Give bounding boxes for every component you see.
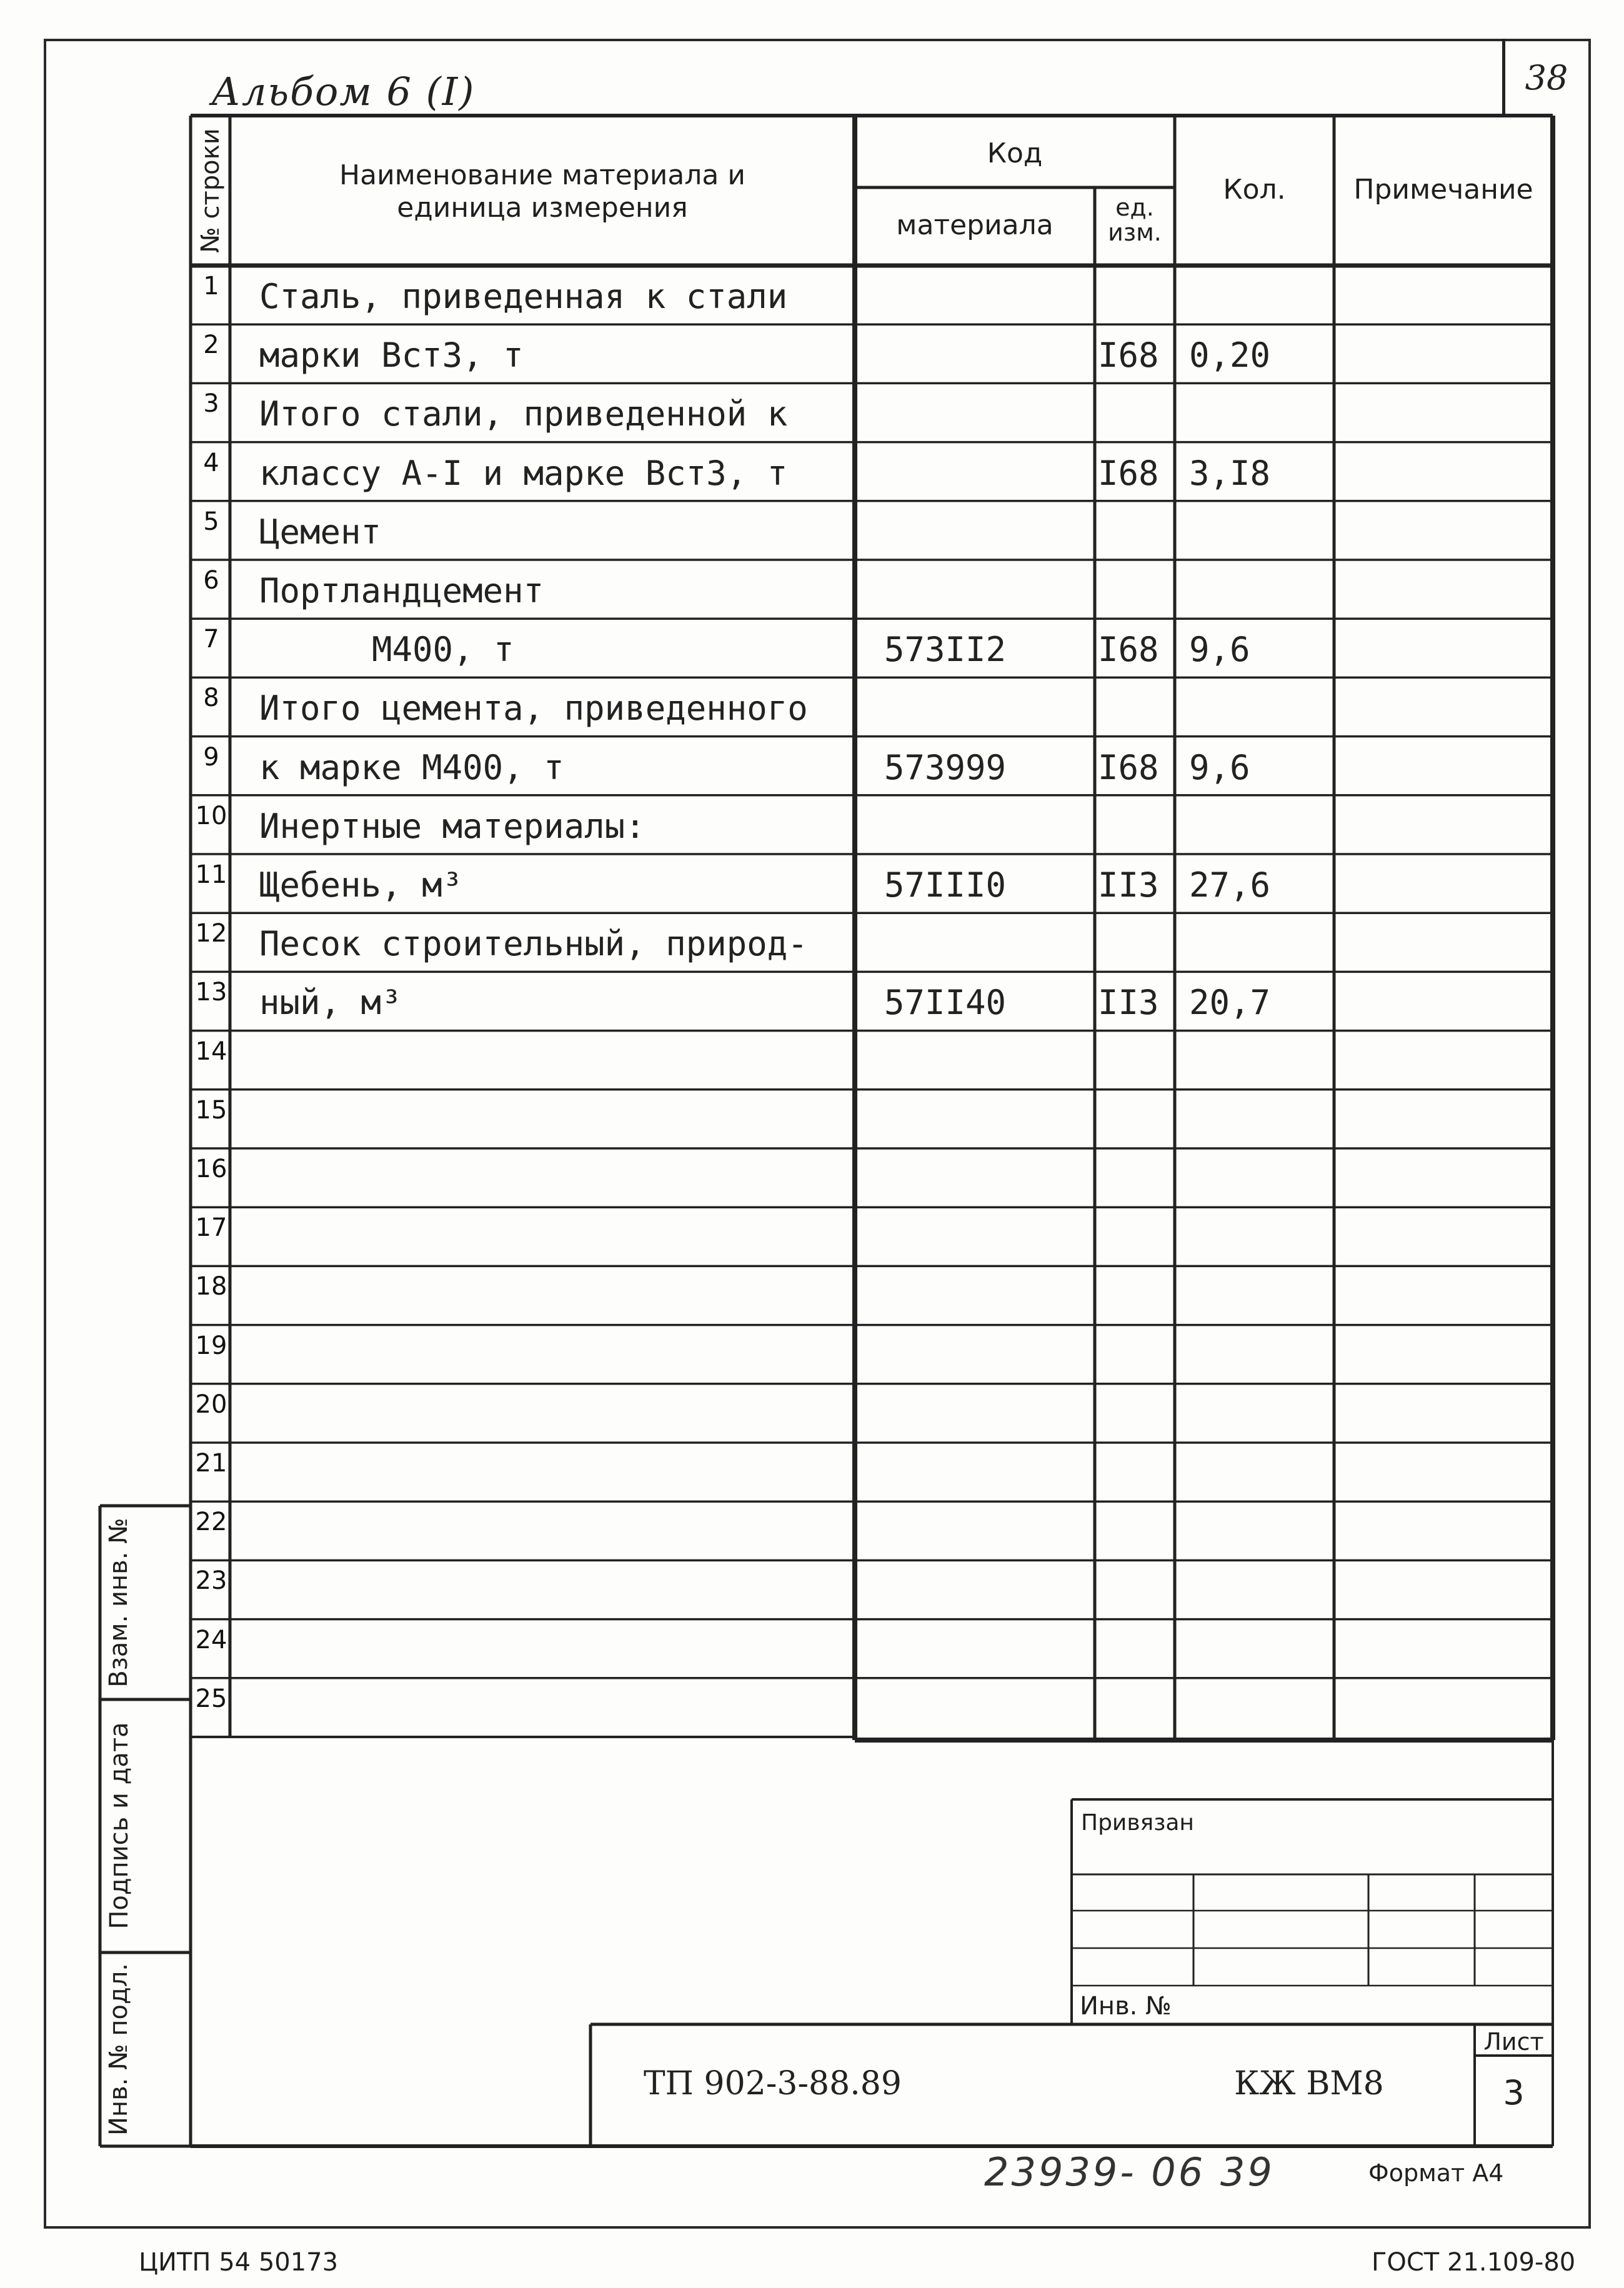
table-row	[191, 501, 1553, 560]
row-note	[1334, 737, 1553, 795]
row-number: 6	[203, 566, 219, 595]
row-quantity: 9,6	[1189, 747, 1250, 787]
row-note	[1334, 677, 1553, 736]
sheet-label: Лист	[1483, 2028, 1544, 2056]
row-note	[1334, 854, 1553, 913]
row-number: 17	[195, 1213, 227, 1243]
row-number: 9	[203, 742, 219, 772]
row-number: 16	[195, 1155, 227, 1183]
row-name: М400, т	[372, 630, 514, 670]
header-code: Код	[987, 137, 1043, 169]
row-unit: II3	[1098, 983, 1159, 1023]
row-unit: I68	[1098, 336, 1159, 376]
row-unit: I68	[1098, 630, 1159, 670]
row-note	[1334, 442, 1553, 501]
row-number: 15	[195, 1095, 227, 1125]
row-number: 4	[203, 448, 219, 477]
row-note	[1334, 1207, 1553, 1266]
header-code-unit-line1: ед.	[1115, 194, 1154, 221]
row-code: 57II40	[884, 983, 1007, 1023]
row-name: к марке М400, т	[259, 747, 564, 787]
header-code-unit	[1095, 195, 1175, 245]
sheet-number: 3	[1503, 2073, 1525, 2112]
row-name: Итого цемента, приведенного	[259, 689, 808, 729]
table-row	[191, 560, 1553, 619]
row-name: Портландцемент	[259, 571, 544, 610]
linked-label: Привязан	[1081, 1810, 1194, 1836]
header-name	[230, 159, 855, 224]
table-row	[191, 1148, 1553, 1207]
row-quantity: 20,7	[1189, 983, 1271, 1023]
table-row	[191, 1501, 1553, 1560]
table-row	[191, 442, 1553, 501]
row-number: 22	[195, 1508, 227, 1537]
header-quantity: Кол.	[1223, 174, 1286, 206]
row-number: 13	[195, 978, 227, 1007]
row-note	[1334, 324, 1553, 383]
row-number: 14	[195, 1037, 227, 1066]
inv-number-label: Инв. №	[1080, 1992, 1172, 2021]
table-row	[191, 1266, 1553, 1325]
row-note	[1334, 1266, 1553, 1325]
row-unit: I68	[1098, 453, 1159, 493]
row-number: 25	[195, 1684, 227, 1713]
document-mark: КЖ ВМ8	[1234, 2065, 1384, 2102]
row-note	[1334, 1678, 1553, 1737]
row-number: 20	[195, 1390, 227, 1419]
row-code: 57III0	[884, 865, 1007, 905]
row-number: 11	[195, 860, 227, 889]
table-row	[191, 1090, 1553, 1148]
row-note	[1334, 1325, 1553, 1384]
table-row	[191, 1443, 1553, 1501]
table-row	[191, 324, 1553, 383]
table-row	[191, 1207, 1553, 1266]
row-number: 18	[195, 1272, 227, 1301]
row-name: Щебень, м³	[259, 865, 463, 905]
album-title: Альбом 6 (I)	[211, 69, 476, 114]
page-number: 38	[1525, 57, 1568, 97]
row-note	[1334, 501, 1553, 560]
row-number: 2	[203, 331, 219, 360]
row-number: 1	[203, 272, 219, 301]
row-name: Сталь, приведенная к стали	[259, 277, 788, 316]
row-quantity: 9,6	[1189, 630, 1250, 670]
table-row	[191, 737, 1553, 795]
row-note	[1334, 619, 1553, 677]
row-code: 573999	[884, 747, 1007, 787]
row-quantity: 27,6	[1189, 865, 1271, 905]
row-name: Итого стали, приведенной к	[259, 394, 788, 434]
header-name-line1: Наименование материала и	[339, 159, 745, 191]
table-row	[191, 383, 1553, 442]
header-code-material: материала	[896, 209, 1054, 241]
table-row	[191, 1031, 1553, 1090]
table-row	[191, 266, 1553, 324]
row-number: 8	[203, 684, 219, 713]
row-note	[1334, 1148, 1553, 1207]
row-number: 5	[203, 507, 219, 536]
row-note	[1334, 266, 1553, 324]
row-note	[1334, 1090, 1553, 1148]
row-name: классу А-I и марке Вст3, т	[259, 453, 788, 493]
header-row-number: № строки	[196, 128, 225, 253]
table-row	[191, 795, 1553, 854]
side-replaced-inv: Взам. инв. №	[104, 1518, 133, 1688]
row-name: ный, м³	[259, 983, 402, 1023]
table-row	[191, 1560, 1553, 1619]
side-inv-original: Инв. № подл.	[104, 1963, 133, 2136]
row-code: 573II2	[884, 630, 1007, 670]
table-row	[191, 619, 1553, 677]
row-note	[1334, 1443, 1553, 1501]
row-name: марки Вст3, т	[259, 336, 524, 376]
row-note	[1334, 560, 1553, 619]
table-row	[191, 972, 1553, 1030]
row-note	[1334, 1384, 1553, 1443]
footer-right: ГОСТ 21.109-80	[1372, 2248, 1576, 2277]
row-name: Инертные материалы:	[259, 806, 645, 846]
row-number: 19	[195, 1331, 227, 1360]
row-note	[1334, 1560, 1553, 1619]
row-number: 24	[195, 1625, 227, 1654]
table-row	[191, 854, 1553, 913]
table-row	[191, 1619, 1553, 1678]
row-quantity: 0,20	[1189, 336, 1271, 376]
row-number: 10	[195, 801, 227, 830]
document-code: ТП 902-3-88.89	[644, 2065, 902, 2102]
header-code-unit-line2: изм.	[1108, 219, 1162, 246]
handwritten-number: 23939- 06 39	[984, 2149, 1275, 2195]
row-number: 12	[195, 919, 227, 948]
row-note	[1334, 972, 1553, 1030]
table-row	[191, 1325, 1553, 1384]
row-unit: I68	[1098, 747, 1159, 787]
row-unit: II3	[1098, 865, 1159, 905]
header-note: Примечание	[1353, 174, 1533, 206]
row-number: 23	[195, 1566, 227, 1596]
table-row	[191, 1678, 1553, 1737]
table-row	[191, 913, 1553, 972]
table-row	[191, 677, 1553, 736]
row-note	[1334, 795, 1553, 854]
header-name-line2: единица измерения	[397, 192, 688, 224]
footer-left: ЦИТП 54 50173	[139, 2248, 339, 2277]
side-signature-date: Подпись и дата	[105, 1722, 134, 1929]
row-quantity: 3,I8	[1189, 453, 1271, 493]
row-number: 7	[203, 625, 219, 654]
table-row	[191, 1384, 1553, 1443]
row-note	[1334, 1501, 1553, 1560]
row-number: 21	[195, 1449, 227, 1478]
row-name: Цемент	[259, 512, 382, 552]
row-name: Песок строительный, природ-	[259, 924, 808, 964]
row-note	[1334, 1031, 1553, 1090]
row-note	[1334, 1619, 1553, 1678]
format-label: Формат А4	[1368, 2159, 1504, 2187]
row-number: 3	[203, 389, 219, 419]
row-note	[1334, 383, 1553, 442]
row-note	[1334, 913, 1553, 972]
